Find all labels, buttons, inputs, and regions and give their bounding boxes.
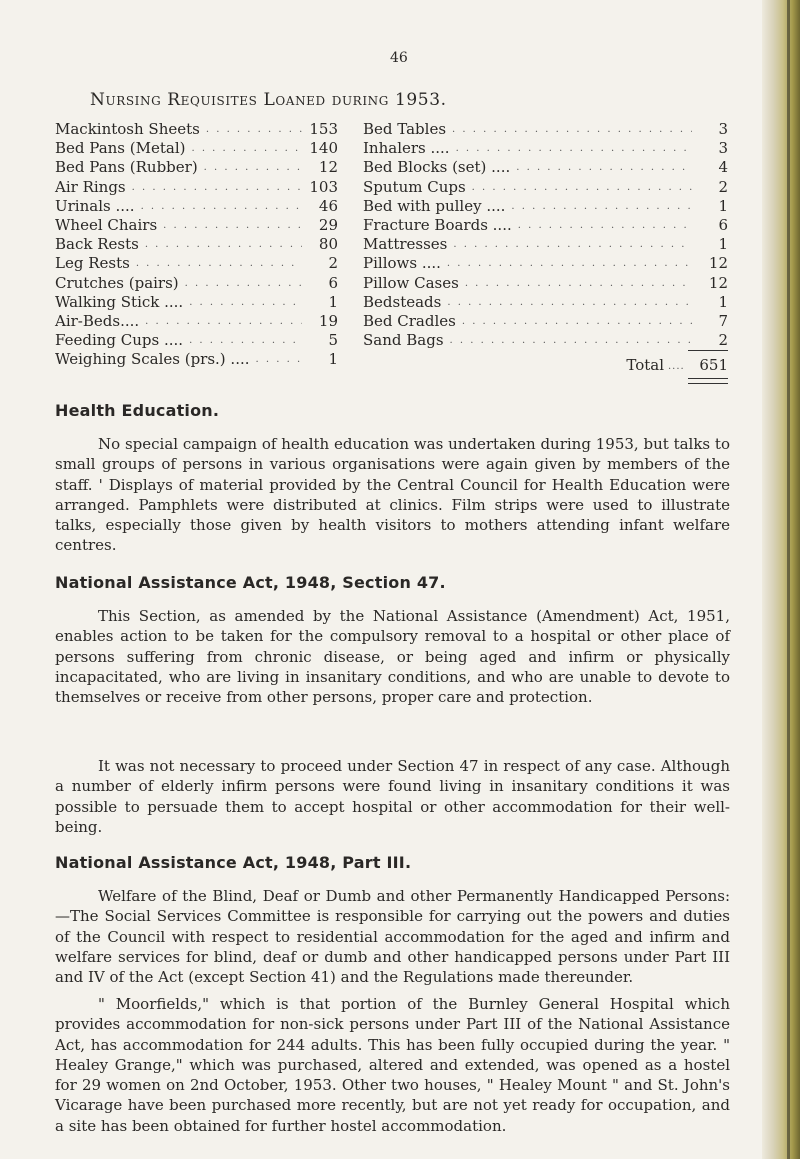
dot-leader bbox=[441, 293, 692, 312]
requisite-row bbox=[363, 216, 728, 235]
dot-leader bbox=[183, 293, 302, 312]
dot-leader bbox=[505, 197, 692, 216]
requisite-name: Bed Tables bbox=[363, 120, 447, 138]
requisite-row bbox=[363, 254, 728, 273]
requisite-row bbox=[55, 274, 338, 293]
dot-leader bbox=[510, 158, 692, 177]
total-rule bbox=[688, 350, 728, 351]
dot-leader bbox=[183, 331, 302, 350]
heading-section-47: National Assistance Act, 1948, Section 47. bbox=[55, 573, 446, 592]
total-value: 651 bbox=[699, 356, 728, 374]
dot-leader bbox=[441, 254, 692, 273]
dot-leader bbox=[459, 274, 692, 293]
requisite-row bbox=[363, 197, 728, 216]
dot-leader bbox=[139, 235, 302, 254]
requisite-row bbox=[55, 158, 338, 177]
total-row bbox=[560, 356, 728, 378]
requisite-name: Air-Beds.... bbox=[55, 311, 140, 330]
dot-leader bbox=[512, 216, 692, 235]
requisite-name: Pillows .... bbox=[363, 254, 441, 273]
requisite-name: Bed Blocks (set) .... bbox=[363, 158, 511, 177]
requisite-name: Air Rings bbox=[55, 177, 126, 196]
requisite-qty: 46 bbox=[318, 196, 338, 215]
requisite-row bbox=[363, 312, 728, 331]
requisite-qty: 12 bbox=[318, 158, 338, 177]
requisite-name: Bed Pans (Metal) bbox=[55, 139, 186, 158]
requisite-name: Mackintosh Sheets bbox=[55, 120, 200, 138]
dot-leader bbox=[139, 312, 302, 331]
requisite-qty: 29 bbox=[318, 215, 338, 234]
requisite-qty: 3 bbox=[718, 120, 728, 138]
page-number: 46 bbox=[390, 50, 408, 66]
requisite-name: Bed with pulley .... bbox=[363, 196, 506, 215]
requisites-right-column bbox=[363, 120, 728, 350]
requisite-qty: 7 bbox=[718, 311, 728, 330]
paragraph-section-47-1: This Section, as amended by the National Assistance (Amendment) Act, 1951, enables action to be taken for the compulsory removal to a hospital or other place of persons suffering from chronic disease, or being aged and infirm or physically incapacitated, who are living in insanitary conditions, and who are unable to devote to themselves or receive from other persons, proper care and protection. bbox=[55, 607, 730, 707]
dot-leader bbox=[456, 312, 692, 331]
requisite-qty: 5 bbox=[328, 331, 338, 350]
requisite-name: Leg Rests bbox=[55, 254, 130, 273]
requisite-row bbox=[55, 350, 338, 369]
dot-leader bbox=[668, 356, 692, 378]
dot-leader bbox=[179, 274, 302, 293]
requisite-name: Bedsteads bbox=[363, 292, 442, 311]
requisite-qty: 1 bbox=[718, 196, 728, 215]
dot-leader bbox=[447, 235, 692, 254]
requisite-qty: 6 bbox=[718, 215, 728, 234]
requisite-qty: 4 bbox=[718, 158, 728, 177]
requisite-name: Bed Pans (Rubber) bbox=[55, 158, 198, 177]
requisite-qty: 1 bbox=[328, 292, 338, 311]
requisite-qty: 6 bbox=[328, 273, 338, 292]
requisite-row bbox=[363, 235, 728, 254]
requisite-row bbox=[55, 120, 338, 139]
paragraph-health-education: No special campaign of health education was undertaken during 1953, but talks to small groups of persons in various organisations were again given by members of the staff. ' Displays of material provided by the Central Council for Health Education were arranged. Pamphlets were distributed at clinics. Film strips were used to illustrate talks, especially those given by health visitors to mothers attending infant welfare centres. bbox=[55, 435, 730, 555]
requisite-name: Bed Cradles bbox=[363, 311, 456, 330]
requisite-row bbox=[55, 254, 338, 273]
dot-leader bbox=[444, 331, 692, 350]
requisite-qty: 19 bbox=[318, 311, 338, 330]
requisite-qty: 12 bbox=[708, 273, 728, 292]
requisite-name: Sputum Cups bbox=[363, 177, 466, 196]
requisite-row bbox=[363, 120, 728, 139]
requisite-name: Urinals .... bbox=[55, 196, 135, 215]
requisite-qty: 1 bbox=[718, 292, 728, 311]
requisite-row bbox=[363, 139, 728, 158]
binding-edge bbox=[787, 0, 790, 1159]
page-spine-shadow bbox=[762, 0, 800, 1159]
requisite-qty: 140 bbox=[309, 139, 338, 158]
requisite-qty: 2 bbox=[328, 254, 338, 273]
requisite-qty: 1 bbox=[718, 235, 728, 254]
requisites-left-column bbox=[55, 120, 338, 369]
requisite-row bbox=[55, 139, 338, 158]
dot-leader bbox=[250, 350, 302, 369]
dot-leader bbox=[157, 216, 302, 235]
requisite-qty: 1 bbox=[328, 350, 338, 369]
requisite-row bbox=[55, 216, 338, 235]
requisite-row bbox=[363, 274, 728, 293]
requisite-row bbox=[363, 293, 728, 312]
dot-leader bbox=[198, 158, 302, 177]
requisite-name: Fracture Boards .... bbox=[363, 215, 512, 234]
requisite-name: Inhalers .... bbox=[363, 139, 450, 158]
requisite-qty: 2 bbox=[718, 331, 728, 350]
requisite-row bbox=[55, 331, 338, 350]
requisite-row bbox=[55, 235, 338, 254]
paragraph-section-47-2: It was not necessary to proceed under Section 47 in respect of any case. Although a number of elderly infirm persons were found living in insanitary conditions it was possible to persuade them to accept hospital or other accommodation for their well-being. bbox=[55, 757, 730, 836]
requisite-row bbox=[55, 197, 338, 216]
total-double-rule bbox=[688, 378, 728, 384]
requisite-row bbox=[363, 331, 728, 350]
heading-health-education: Health Education. bbox=[55, 401, 220, 420]
requisite-qty: 2 bbox=[718, 177, 728, 196]
requisite-name: Weighing Scales (prs.) .... bbox=[55, 350, 250, 369]
requisite-name: Back Rests bbox=[55, 235, 139, 254]
requisite-row bbox=[55, 178, 338, 197]
total-label: Total bbox=[626, 356, 664, 374]
requisite-name: Feeding Cups .... bbox=[55, 331, 184, 350]
table-title: Nursing Requisites Loaned during 1953. bbox=[90, 90, 447, 110]
dot-leader bbox=[126, 178, 302, 197]
dot-leader bbox=[135, 197, 302, 216]
dot-leader bbox=[185, 139, 302, 158]
paragraph-part-3-1: Welfare of the Blind, Deaf or Dumb and other Permanently Handicapped Persons:—The Social Services Committee is responsible for carrying out the powers and duties of the Council with respect to residential accommodation for the aged and infirm and welfare services for blind, deaf or dumb and other handicapped persons under Part III and IV of the Act (except Section 41) and the Regulations made thereunder. bbox=[55, 887, 730, 987]
requisite-row bbox=[363, 178, 728, 197]
dot-leader bbox=[466, 178, 692, 197]
dot-leader bbox=[200, 120, 302, 139]
requisite-qty: 80 bbox=[318, 235, 338, 254]
requisite-row bbox=[55, 293, 338, 312]
heading-part-3: National Assistance Act, 1948, Part III. bbox=[55, 853, 412, 872]
requisite-qty: 153 bbox=[309, 120, 338, 138]
dot-leader bbox=[446, 120, 692, 139]
dot-leader bbox=[130, 254, 302, 273]
requisite-name: Walking Stick .... bbox=[55, 292, 184, 311]
requisite-qty: 103 bbox=[309, 177, 338, 196]
requisite-name: Mattresses bbox=[363, 235, 448, 254]
requisite-name: Wheel Chairs bbox=[55, 215, 158, 234]
dot-leader bbox=[450, 139, 692, 158]
requisite-name: Pillow Cases bbox=[363, 273, 459, 292]
requisite-qty: 3 bbox=[718, 139, 728, 158]
paragraph-part-3-2: " Moorfields," which is that portion of the Burnley General Hospital which provides accommodation for non-sick persons under Part III of the National Assistance Act, has accommodation for 244 adults. This has been fully occupied during the year. " Healey Grange," which was purchased, altered and extended, was opened as a hostel for 29 women on 2nd October, 1953. Other two houses, " Healey Mount " and St. John's Vicarage have been purchased more recently, but are not yet ready for occupation, and a site has been obtained for further hostel accommodation. bbox=[55, 995, 730, 1135]
requisite-name: Crutches (pairs) bbox=[55, 273, 179, 292]
requisite-row bbox=[363, 158, 728, 177]
requisite-qty: 12 bbox=[708, 254, 728, 273]
requisite-row bbox=[55, 312, 338, 331]
requisite-name: Sand Bags bbox=[363, 331, 444, 350]
